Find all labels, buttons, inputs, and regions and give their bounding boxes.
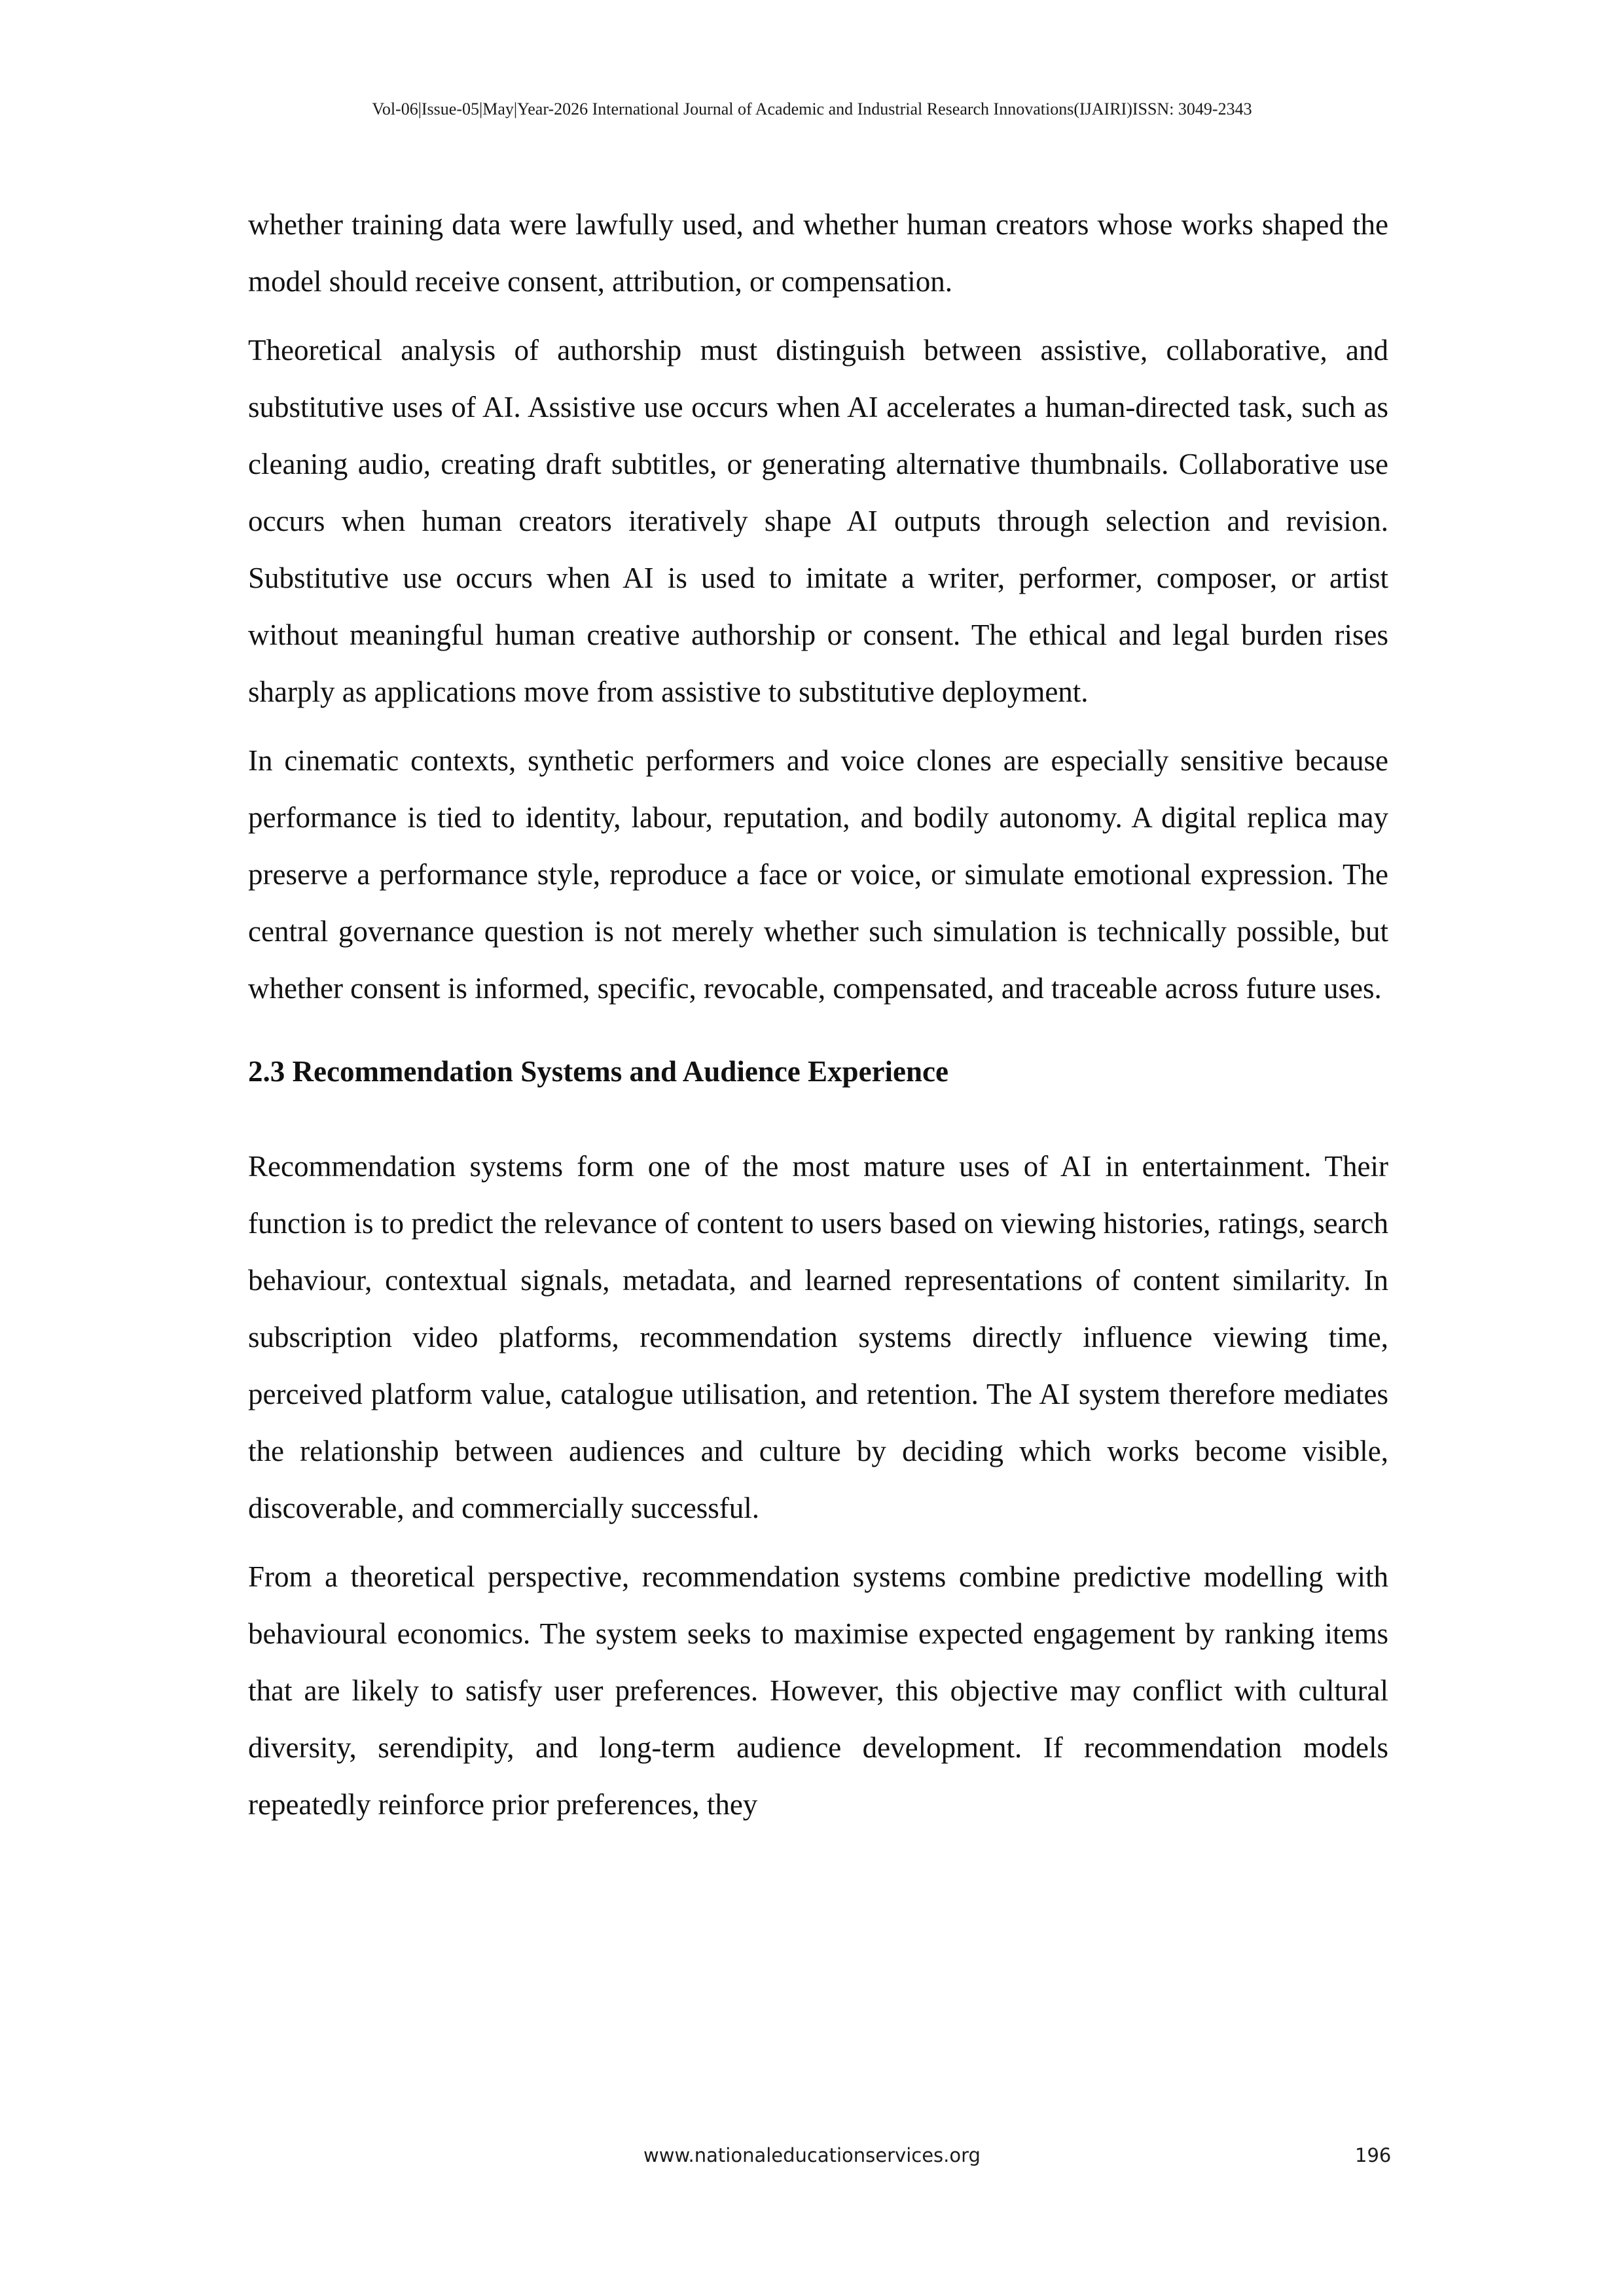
paragraph-1: whether training data were lawfully used, and whether human creators whose works shaped the model should receive consent, attribution, or compensation. xyxy=(248,208,1388,298)
footer-url: www.nationaleducationservices.org xyxy=(643,2144,981,2166)
paragraph-4: Recommendation systems form one of the most mature uses of AI in entertainment. Their function is to predict the relevance of content to users based on viewing histories, ratings, search behaviour, contextual signals, metadata, and learned representations of content similarity. In subscription video platforms, recommendation systems directly influence viewing time, perceived platform value, catalogue utilisation, and retention. The AI system therefore mediates the relationship between audiences and culture by deciding which works become visible, discoverable, and commercially successful. xyxy=(248,1150,1388,1524)
page-number: 196 xyxy=(1355,2144,1392,2166)
paragraph-5: From a theoretical perspective, recommendation systems combine predictive modelling with behavioural economics. The system seeks to maximise expected engagement by ranking items that are likely to satisfy user preferences. However, this objective may conflict with cultural diversity, serendipity, and long-term audience development. If recommendation models repeatedly reinforce prior preferences, they xyxy=(248,1560,1388,1821)
body-text xyxy=(248,196,1388,1845)
paragraph-3: In cinematic contexts, synthetic performers and voice clones are especially sensitive because performance is tied to identity, labour, reputation, and bodily autonomy. A digital replica may preserve a performance style, reproduce a face or voice, or simulate emotional expression. The central governance question is not merely whether such simulation is technically possible, but whether consent is informed, specific, revocable, compensated, and traceable across future uses. xyxy=(248,744,1388,1005)
running-header: Vol-06|Issue-05|May|Year-2026 International Journal of Academic and Industrial Research Innovations(IJAIRI)ISSN: 3049-2343 xyxy=(372,99,1252,118)
paragraph-2: Theoretical analysis of authorship must distinguish between assistive, collaborative, and substitutive uses of AI. Assistive use occurs when AI accelerates a human-directed task, such as cleaning audio, creating draft subtitles, or generating alternative thumbnails. Collaborative use occurs when human creators iteratively shape AI outputs through selection and revision. Substitutive use occurs when AI is used to imitate a writer, performer, composer, or artist without meaningful human creative authorship or consent. The ethical and legal burden rises sharply as applications move from assistive to substitutive deployment. xyxy=(248,334,1388,708)
section-heading: 2.3 Recommendation Systems and Audience Experience xyxy=(248,1055,948,1088)
